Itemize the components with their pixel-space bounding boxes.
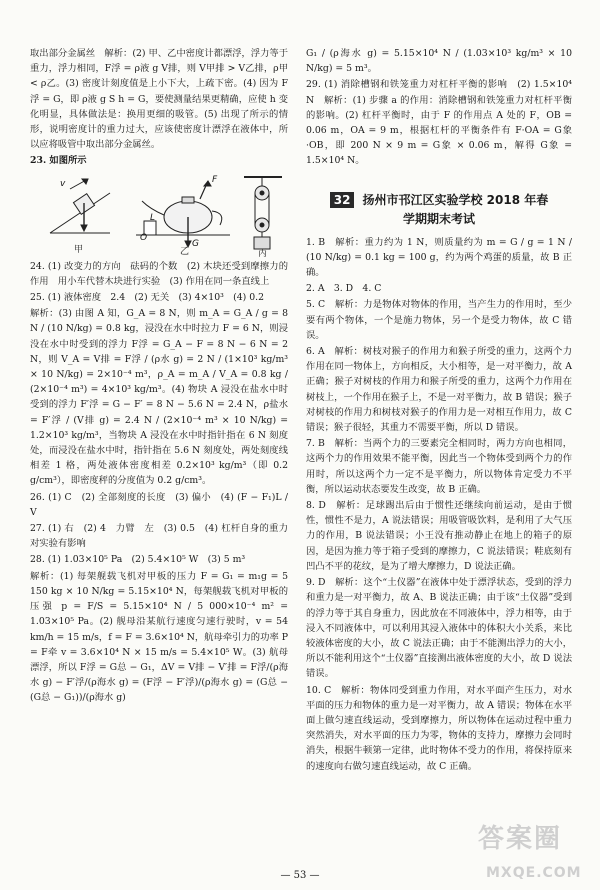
section-title-line1: 扬州市邗江区实验学校 2018 年春	[362, 192, 549, 207]
section-title-line2: 学期期末考试	[402, 211, 475, 226]
label-l: L	[150, 212, 156, 223]
answer-1: 1. B 解析：重力约为 1 N，则质量约为 m = G / g = 1 N / (10 N/kg) = 0.1 kg = 100 g，约为两个鸡蛋的质量，故 B 正确。	[306, 236, 572, 279]
q28-answer: 28. (1) 1.03×10⁵ Pa (2) 5.4×10⁵ W (3) 5 m³	[30, 554, 246, 566]
q23-diagram	[30, 173, 288, 257]
label-g: G	[192, 238, 199, 249]
label-jia: 甲	[74, 244, 84, 255]
q29-answer: 29. (1) 消除槽钢和铁笼重力对杠杆平衡的影响 (2) 1.5×10⁴ N 解析：(1) 步骤 a 的作用：消除槽钢和铁笼重力对杠杆平衡的影响。(2) 杠杆平衡时，由于 F 的作用点 A 处的 F，OB = 0.06 m，OA = 9 m，根据杠杆的平衡条件有 F·OA = G象·OB，即 200 N × 9 m = G象 × 0.06 m，解得 G象 = 1.5×10⁴ N。	[306, 79, 572, 167]
q24-answer: 24. (1) 改变力的方向 砝码的个数 (2) 木块还受到摩擦力的作用 用小车代替木块进行实验 (3) 作用在同一条直线上	[30, 260, 288, 287]
q26-answer: 26. (1) C (2) 全部刻度的长度 (3) 偏小 (4) (F − F₁)L / V	[30, 491, 288, 518]
q25-answer: 25. (1) 液体密度 2.4 (2) 无关 (3) 4×10³ (4) 0.2	[30, 292, 265, 304]
section-number-badge: 32	[330, 192, 355, 208]
right-column	[306, 46, 572, 775]
q28-formula-continued: G₁ / (ρ海水 g) = 5.15×10⁴ N / (1.03×10³ kg/m³ × 10 N/kg) = 5 m³。	[306, 48, 572, 75]
answer-2-4: 2. A 3. D 4. C	[306, 283, 382, 295]
watermark-line2: MXQE.COM	[486, 865, 582, 881]
q25-analysis: 解析：(3) 由图 A 知，G_A = 8 N，则 m_A = G_A / g = 8 N / (10 N/kg) = 0.8 kg，浸没在水中时拉力 F = 6 N，则浸没在水中时受到的浮力 F浮 = G_A − F = 8 N − 6 N = 2 N，则 V_A = V排 = F浮 / (ρ水 g) = 2 N / (1×10³ kg/m³ × 10 N/kg) = 2×10⁻⁴ m³，ρ_A = m_A / V_A = 0.8 kg / (2×10⁻⁴ m³) = 4×10³ kg/m³。(4) 物块 A 浸没在盐水中时受到的浮力 F′浮 = G − F′ = 8 N − 5.6 N = 2.4 N，ρ盐水 = F′浮 / (V排 g) = 2.4 N / (2×10⁻⁴ m³ × 10 N/kg) = 1.2×10³ kg/m³，当物块 A 浸没在水中时指针指在 6 N 刻度处，而浸没在盐水中时，指针指在 5.6 N 刻度处，两处刻度线相差 1 格，两处液体密度相差 0.2×10³ kg/m³（即 0.2 g/cm³），即密度秤的分度值为 0.2 g/cm³。	[30, 308, 288, 487]
watermark-line1: 答案圈	[478, 824, 563, 854]
label-o: O	[140, 232, 148, 243]
answer-10: 10. C 解析：物体同受到重力作用，对水平面产生压力，对水平面的压力和物体的重力是一对平衡力，故 A 错误；物体在水平面上做匀速直线运动，受到摩擦力，所以物体在运动过程中重力突然消失，对水平面的压力为零，物体的支持力，摩擦力会同时消失，根据牛顿第一定律，此时物体不受力的作用，将保持原来的速度向右做匀速直线运动，故 C 正确。	[306, 684, 572, 772]
left-column	[30, 46, 288, 707]
section-header	[306, 191, 572, 229]
page-number: — 53 —	[280, 870, 320, 881]
q23-title: 23. 如图所示	[30, 155, 87, 167]
answer-8: 8. D 解析：足球踢出后由于惯性还继续向前运动，是由于惯性，惯性不是力，A 说法错误；用吸管吸饮料，是利用了大气压力的作用，B 说法错误；小王没有推动静止在地上的箱子的原因，是因为推力等于箱子受到的摩擦力，C 说法错误；鞋底刻有凹凸不平的花纹，是为了增大摩擦力，D 说法正确。	[306, 500, 572, 572]
q27-answer: 27. (1) 右 (2) 4 力臂 左 (3) 0.5 (4) 杠杆自身的重力对实验有影响	[30, 523, 288, 550]
q28-analysis: 解析：(1) 每架舰载飞机对甲板的压力 F = G₁ = m₁g = 5 150 kg × 10 N/kg = 5.15×10⁴ N，每架舰载飞机对甲板的压强 p = F/S = 5.15×10⁴ N / 5 000×10⁻⁴ m² = 1.03×10⁵ Pa。(2) 舰母沿某航行速度匀速行驶时，v = 54 km/h = 15 m/s，f = F = 3.6×10⁴ N，航母牵引力的功率 P = F牵 v = 3.6×10⁴ N × 15 m/s = 5.4×10⁵ W。(3) 航母漂浮，所以 F浮 = G总 − G₁，ΔV = V排 − V′排 = F浮/(ρ海水 g) − F′浮/(ρ海水 g) = (F浮 − F′浮)/(ρ海水 g) = (G总 − (G总 − G₁))/(ρ海水 g)	[30, 570, 288, 704]
answer-6: 6. A 解析：树枝对猴子的作用力和猴子所受的重力，这两个力作用在同一物体上，方向相反，大小相等，是一对平衡力，故 A 正确；猴子对树枝的作用力和猴子所受的重力，这两个力作用在树枝上，一个作用在猴子上，不是一对平衡力，故 B 错误；猴子对树枝的作用力和树枝对猴子的作用力是一对相互作用力，故 C 错误；猴子很轻，其重力不需要平衡，所以 D 错误。	[306, 346, 572, 434]
force-diagram-svg	[30, 173, 288, 257]
answer-9: 9. D 解析：这个“土仪器”在液体中处于漂浮状态，受到的浮力和重力是一对平衡力，故 A、B 说法正确；由于该“土仪器”受到的浮力等于其自身重力，因此放在不同液体中，浮力相等，由于浸入不同液体中，可以利用其浸入液体中的体积大小关系，来比较液体密度的大小，故 C 说法正确；由于不能测出浮力的大小，所以不能利用这个“土仪器”直接测出液体密度的大小，故 D 说法错误。	[306, 577, 572, 680]
diagram-c	[244, 177, 282, 249]
q22-continuation: 取出部分金属丝 解析：(2) 甲、乙中密度计都漂浮，浮力等于重力，浮力相同，F浮 = ρ液 g V排，则 V甲排 > V乙排，ρ甲 < ρ乙。(3) 密度计刻度值是上小下大，上疏下密。(4) 因为 F浮 = G，即 ρ液 g S h = G，要使测量结果更精确，应使 h 变化明显，具体做法是：换用更细的吸管。(5) 出现了所示的情形，说明密度计的重力过大，应该使密度计漂浮在液体中，所以应将吸管中取出部分金属丝。	[30, 48, 288, 151]
answer-7: 7. B 解析：当两个力的三要素完全相同时，两力方向也相同，这两个力的作用效果不能平衡，因此当一个物体受到两个力的作用时，所以这两个力一定不是平衡力，所以物体肯定受力不平衡，所以运动状态要发生改变，故 B 正确。	[306, 438, 572, 495]
diagram-a	[50, 179, 110, 233]
answer-5: 5. C 解析：力是物体对物体的作用，当产生力的作用时，至少要有两个物体，一个是施力物体，另一个是受力物体，故 C 错误。	[306, 299, 572, 341]
label-v: v	[60, 178, 66, 189]
label-bing: 丙	[258, 248, 268, 259]
label-yi: 乙	[180, 246, 190, 257]
watermark-logo	[470, 824, 598, 890]
label-f: F	[212, 174, 218, 185]
